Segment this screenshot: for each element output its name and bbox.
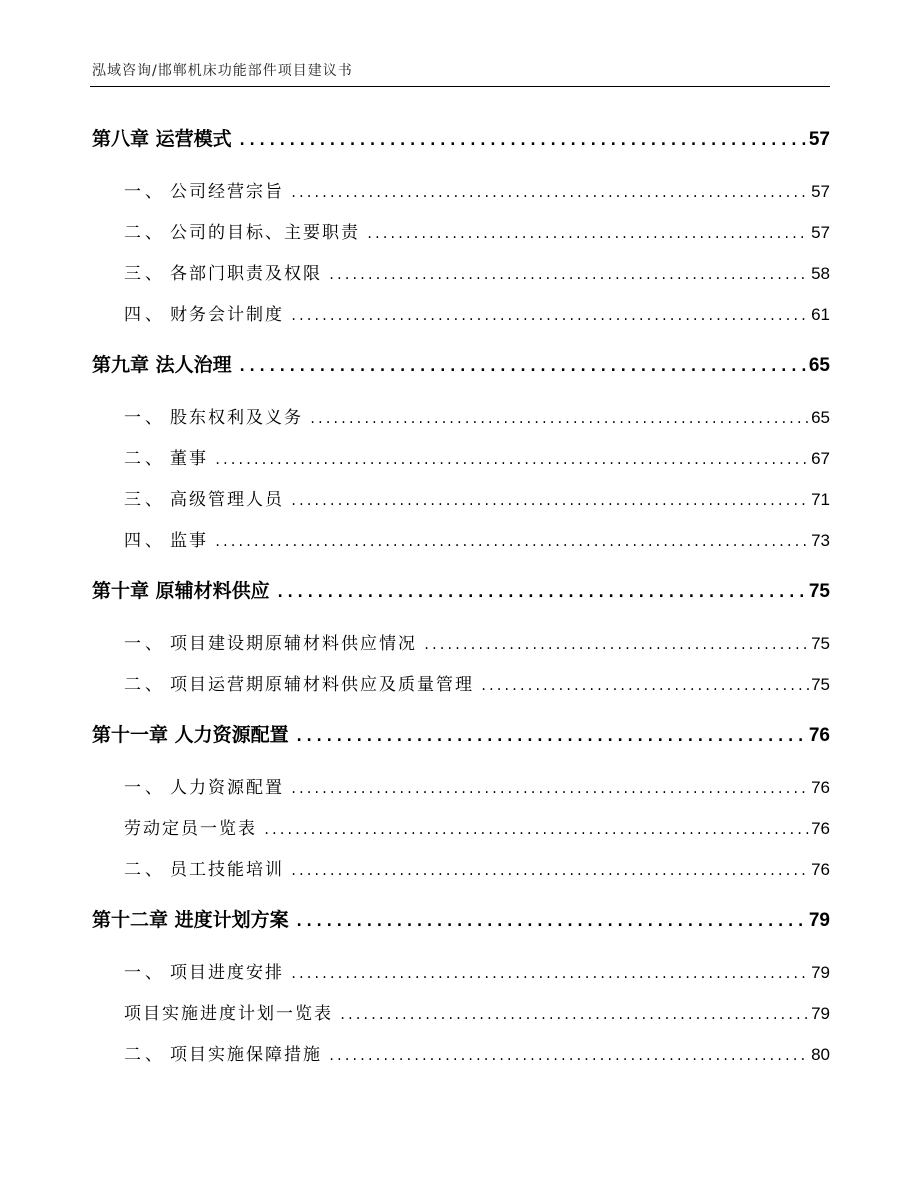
toc-section[interactable] [92, 855, 830, 880]
toc-section[interactable] [92, 177, 830, 202]
toc-entry-title: 监事 [170, 531, 208, 551]
dot-leader [290, 186, 809, 200]
toc-entry-title: 项目建设期原辅材料供应情况 [170, 634, 417, 654]
toc-entry-number: 一、 [124, 963, 166, 983]
toc-entry-title: 公司的目标、主要职责 [170, 223, 360, 243]
dot-leader [328, 268, 809, 282]
toc-entry-number: 二、 [124, 860, 166, 880]
toc-section[interactable] [92, 526, 830, 551]
toc-entry-number: 一、 [124, 778, 166, 798]
toc-entry-title: 高级管理人员 [170, 490, 284, 510]
toc-entry-title: 项目实施保障措施 [170, 1045, 322, 1065]
toc-entry-number: 三、 [124, 264, 166, 284]
toc-entry-title: 第九章 法人治理 [92, 354, 232, 376]
dot-leader [290, 494, 809, 508]
toc-chapter-10[interactable] [92, 576, 830, 603]
dot-leader [290, 864, 809, 878]
toc-entry-title: 人力资源配置 [170, 778, 284, 798]
toc-entry-title: 项目实施进度计划一览表 [124, 1004, 333, 1024]
toc-entry-page: 65 [808, 355, 830, 376]
dot-leader [290, 782, 809, 796]
toc-entry-page: 57 [808, 129, 830, 150]
toc-entry-page: 75 [811, 675, 830, 694]
toc-section[interactable] [92, 670, 830, 695]
dot-leader [480, 679, 809, 693]
toc-entry-number: 一、 [124, 408, 166, 428]
toc-entry-title: 第十章 原辅材料供应 [92, 580, 270, 602]
toc-entry-title: 各部门职责及权限 [170, 264, 322, 284]
dot-leader [423, 638, 809, 652]
toc-entry-title: 第十一章 人力资源配置 [92, 724, 289, 746]
toc-entry-number: 一、 [124, 182, 166, 202]
toc-table-entry[interactable] [92, 814, 830, 839]
toc-entry-page: 76 [811, 819, 830, 838]
dot-leader [328, 1049, 809, 1063]
toc-entry-title: 股东权利及义务 [170, 408, 303, 428]
toc-entry-title: 财务会计制度 [170, 305, 284, 325]
dot-leader [290, 967, 809, 981]
dot-leader [290, 309, 809, 323]
toc-entry-page: 73 [811, 531, 830, 550]
dot-leader [339, 1008, 809, 1022]
toc-entry-title: 员工技能培训 [170, 860, 284, 880]
toc-entry-page: 79 [811, 963, 830, 982]
toc-entry-number: 二、 [124, 675, 166, 695]
toc-entry-title: 第十二章 进度计划方案 [92, 909, 289, 931]
toc-entry-number: 二、 [124, 1045, 166, 1065]
toc-section[interactable] [92, 403, 830, 428]
toc-section[interactable] [92, 485, 830, 510]
toc-chapter-12[interactable] [92, 905, 830, 932]
toc-entry-number: 三、 [124, 490, 166, 510]
toc-chapter-11[interactable] [92, 720, 830, 747]
toc-entry-page: 75 [808, 581, 830, 602]
toc-section[interactable] [92, 259, 830, 284]
toc-entry-page: 58 [811, 264, 830, 283]
toc-entry-page: 75 [811, 634, 830, 653]
toc-entry-page: 76 [808, 725, 830, 746]
toc-entry-title: 项目运营期原辅材料供应及质量管理 [170, 675, 474, 695]
toc-entry-number: 四、 [124, 305, 166, 325]
toc-table-entry[interactable] [92, 999, 830, 1024]
toc-entry-page: 76 [811, 860, 830, 879]
toc-entry-page: 67 [811, 449, 830, 468]
toc-entry-page: 79 [811, 1004, 830, 1023]
toc-entry-page: 61 [811, 305, 830, 324]
toc-entry-title: 公司经营宗旨 [170, 182, 284, 202]
toc-entry-number: 二、 [124, 449, 166, 469]
toc-section[interactable] [92, 1040, 830, 1065]
toc-entry-page: 76 [811, 778, 830, 797]
toc-chapter-9[interactable] [92, 350, 830, 377]
header-divider [90, 86, 830, 87]
toc-entry-number: 四、 [124, 531, 166, 551]
toc-entry-page: 79 [808, 910, 830, 931]
toc-entry-page: 57 [811, 182, 830, 201]
dot-leader [295, 727, 807, 745]
toc-chapter-8[interactable] [92, 124, 830, 151]
toc-section[interactable] [92, 958, 830, 983]
toc-entry-page: 80 [811, 1045, 830, 1064]
toc-section[interactable] [92, 218, 830, 243]
dot-leader [214, 535, 809, 549]
toc-section[interactable] [92, 300, 830, 325]
toc-entry-title: 劳动定员一览表 [124, 819, 257, 839]
dot-leader [366, 227, 809, 241]
toc-entry-title: 项目进度安排 [170, 963, 284, 983]
dot-leader [238, 131, 807, 149]
toc-entry-number: 二、 [124, 223, 166, 243]
toc-entry-number: 一、 [124, 634, 166, 654]
toc-entry-page: 65 [811, 408, 830, 427]
toc-section[interactable] [92, 629, 830, 654]
dot-leader [276, 583, 807, 601]
document-header: 泓域咨询/邯郸机床功能部件项目建议书 [92, 63, 353, 79]
dot-leader [238, 357, 807, 375]
dot-leader [214, 453, 809, 467]
toc-entry-title: 第八章 运营模式 [92, 128, 232, 150]
toc-entry-page: 57 [811, 223, 830, 242]
dot-leader [295, 912, 807, 930]
toc-entry-title: 董事 [170, 449, 208, 469]
dot-leader [309, 412, 809, 426]
toc-entry-page: 71 [811, 490, 830, 509]
dot-leader [263, 823, 809, 837]
toc-section[interactable] [92, 444, 830, 469]
toc-section[interactable] [92, 773, 830, 798]
